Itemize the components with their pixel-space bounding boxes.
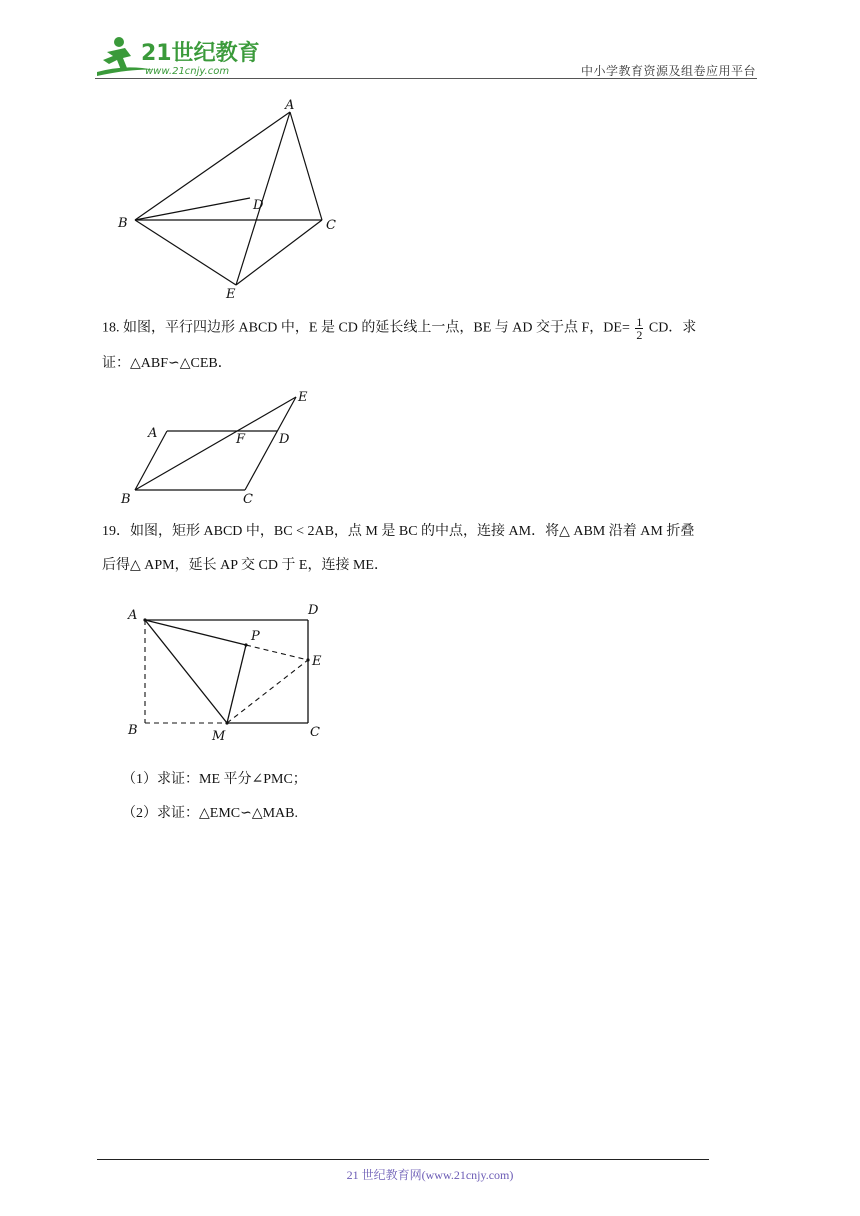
q18-number: 18. [102, 320, 120, 336]
footer-divider [97, 1159, 709, 1160]
fraction-one-half [635, 316, 643, 341]
q19-line1: 19．如图，矩形 ABCD 中，BC < 2AB，点 M 是 BC 的中点，连接 AM．将△ ABM 沿着 AM 折叠 [102, 524, 695, 539]
q18-line1 [102, 316, 696, 341]
fraction-denominator: 2 [636, 328, 643, 342]
label-a: A [128, 608, 138, 623]
label-e: E [312, 654, 322, 669]
label-b: B [118, 216, 128, 231]
label-c: C [326, 218, 336, 233]
q18-line2: 证：△ABF∽△CEB． [102, 356, 232, 371]
q18-text-before: 如图，平行四边形 ABCD 中，E 是 CD 的延长线上一点，BE 与 AD 交于点 F，DE= [123, 320, 630, 336]
label-a: A [148, 426, 158, 441]
edge-ba [135, 112, 290, 220]
edge-pe-dashed [246, 645, 308, 660]
q19-part2: （2）求证：△EMC∽△MAB. [122, 806, 298, 821]
platform-title: 中小学教育资源及组卷应用平台 [580, 64, 756, 78]
edge-ce [236, 220, 322, 285]
edge-be [135, 220, 236, 285]
header-divider [95, 78, 757, 79]
figure-19 [118, 598, 338, 748]
label-d: D [279, 432, 290, 447]
logo-url: www.21cnjy.com [145, 66, 230, 77]
edge-am [145, 620, 227, 723]
runner-logo-icon [95, 34, 265, 80]
site-logo [95, 34, 265, 80]
edge-ap [145, 620, 246, 645]
label-e: E [226, 287, 236, 302]
edge-bd [135, 198, 250, 220]
label-f: F [236, 432, 246, 447]
logo-text: 21世纪教育 [141, 41, 260, 66]
q19-part1: （1）求证：ME 平分∠PMC； [122, 772, 307, 787]
label-d: D [308, 603, 319, 618]
edge-pm [227, 645, 246, 723]
label-m: M [212, 729, 226, 744]
q18-text-after: CD．求 [648, 320, 697, 336]
fraction-numerator: 1 [636, 315, 643, 329]
label-c: C [243, 492, 253, 507]
edge-ac [290, 112, 322, 220]
label-a: A [285, 98, 295, 113]
label-c: C [310, 725, 320, 740]
q19-line2: 后得△ APM，延长 AP 交 CD 于 E，连接 ME． [102, 558, 388, 573]
figure-17 [110, 95, 350, 305]
label-b: B [128, 723, 138, 738]
label-e: E [298, 390, 308, 405]
edge-be [135, 397, 296, 490]
edge-me-dashed [227, 660, 308, 723]
label-d: D [253, 198, 264, 213]
label-p: P [251, 629, 260, 644]
footer-site-link[interactable]: 21 世纪教育网(www.21cnjy.com) [346, 1168, 514, 1182]
figure-18 [110, 385, 330, 510]
label-b: B [121, 492, 131, 507]
